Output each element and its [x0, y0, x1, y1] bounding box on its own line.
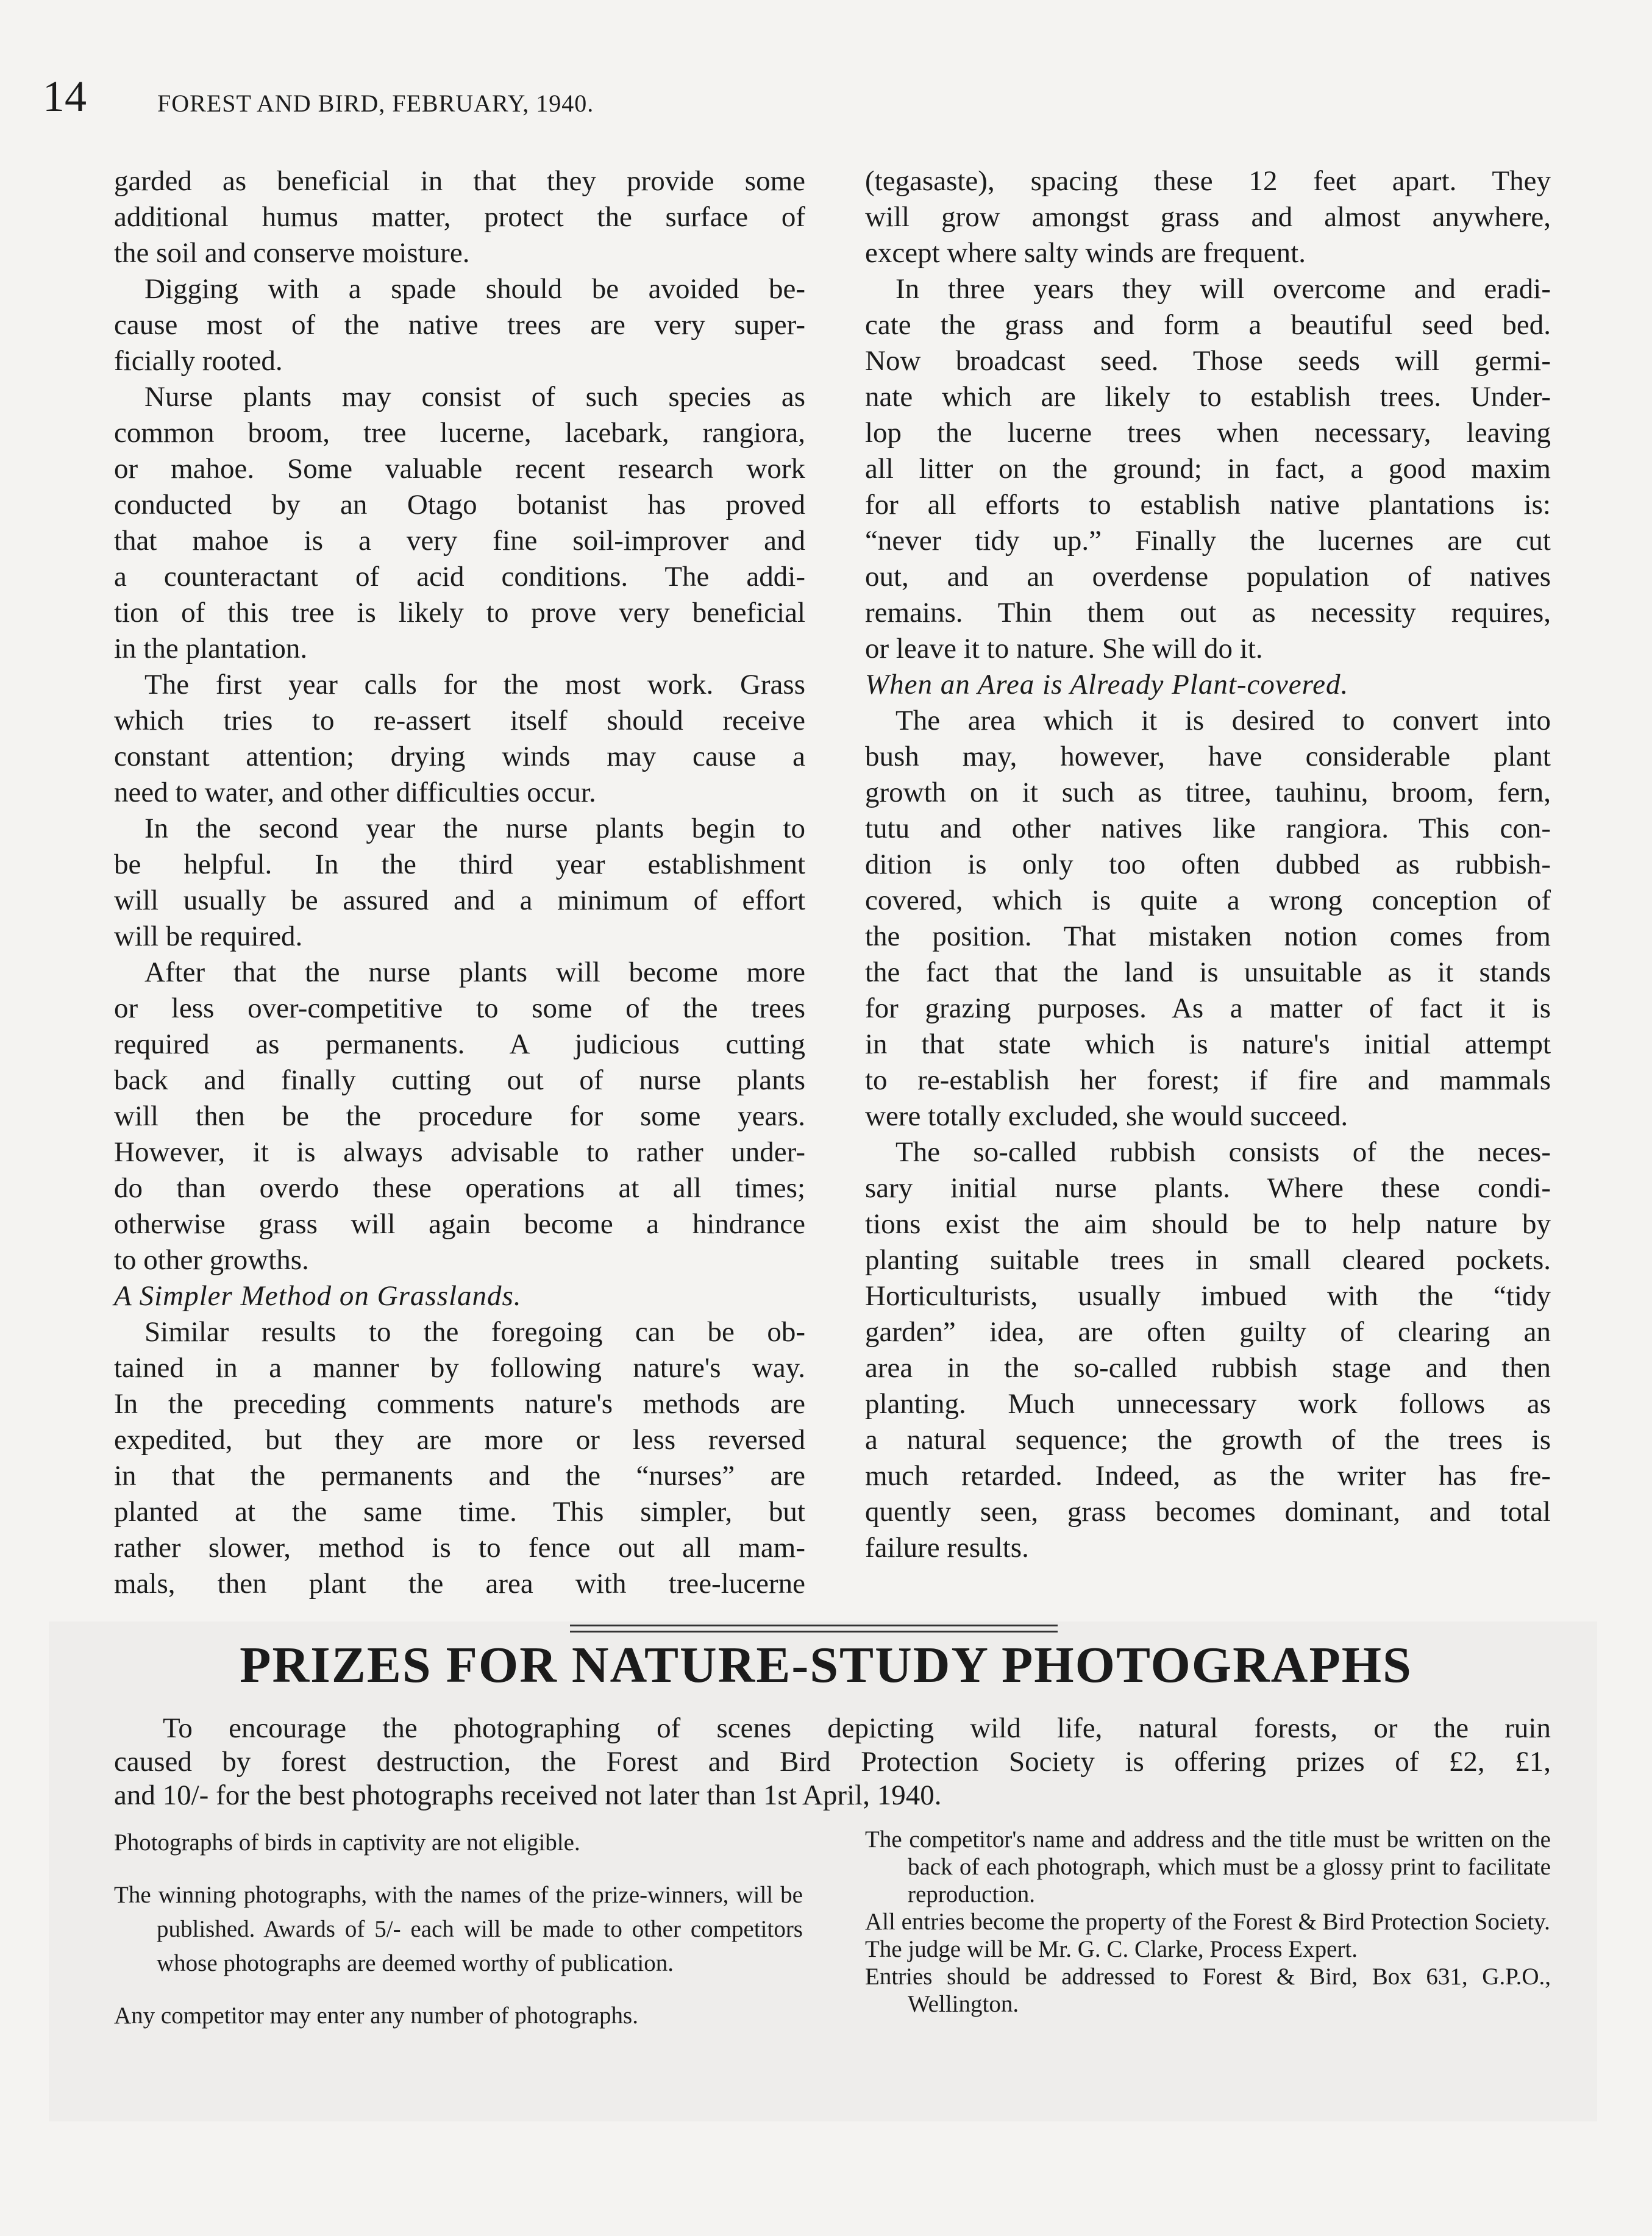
- paragraph-line: (tegasaste), spacing these 12 feet apart. They: [865, 165, 1551, 197]
- paragraph-line: for all efforts to establish native plantations is:: [865, 489, 1551, 521]
- paragraph-line: tions exist the aim should be to help nature by: [865, 1208, 1551, 1240]
- rule-item: The competitor's name and address and the title must be written on the back of each photograph, which must be a glossy print to facilitate reproduction.: [865, 1826, 1551, 1907]
- paragraph-line: area in the so-called rubbish stage and then: [865, 1352, 1551, 1384]
- paragraph-line: However, it is always advisable to rather under-: [114, 1136, 805, 1168]
- paragraph-line: quently seen, grass becomes dominant, and total: [865, 1496, 1551, 1528]
- rule-item: The winning photographs, with the names of the prize-winners, will be published. Awards of 5/- each will be made to other competitors whose photographs are deemed worthy of publication.: [114, 1882, 803, 1976]
- paragraph-line: planting. Much unnecessary work follows as: [865, 1388, 1551, 1420]
- paragraph-line: for grazing purposes. As a matter of fact it is: [865, 992, 1551, 1024]
- paragraph-line: be helpful. In the third year establishment: [114, 849, 805, 880]
- intro-line: caused by forest destruction, the Forest and Bird Protection Society is offering prizes of £2, £1,: [114, 1746, 1551, 1778]
- section-heading: When an Area is Already Plant-covered.: [865, 669, 1349, 700]
- divider-rule: [570, 1625, 1058, 1626]
- paragraph-line: in that state which is nature's initial attempt: [865, 1028, 1551, 1060]
- paragraph-line: Digging with a spade should be avoided be-: [144, 273, 805, 305]
- rule-item: All entries become the property of the Forest & Bird Protection Society.: [865, 1909, 1550, 1935]
- paragraph-line: conducted by an Otago botanist has proved: [114, 489, 805, 521]
- paragraph-line: garden” idea, are often guilty of clearing an: [865, 1316, 1551, 1348]
- paragraph-line: except where salty winds are frequent.: [865, 237, 1306, 269]
- paragraph-line: out, and an overdense population of natives: [865, 561, 1551, 593]
- paragraph-line: The so-called rubbish consists of the neces-: [895, 1136, 1551, 1168]
- paragraph-line: will be required.: [114, 920, 303, 952]
- paragraph-line: After that the nurse plants will become more: [144, 956, 805, 988]
- rule-item: The judge will be Mr. G. C. Clarke, Process Expert.: [865, 1936, 1358, 1962]
- paragraph-line: remains. Thin them out as necessity requires,: [865, 597, 1551, 628]
- page-number: 14: [43, 72, 87, 121]
- paragraph-line: garded as beneficial in that they provide some: [114, 165, 805, 197]
- paragraph-line: bush may, however, have considerable plant: [865, 741, 1551, 772]
- paragraph-line: mals, then plant the area with tree-lucerne: [114, 1568, 805, 1600]
- paragraph-line: The area which it is desired to convert into: [895, 705, 1551, 736]
- paragraph-line: planted at the same time. This simpler, but: [114, 1496, 805, 1528]
- rules-right: [865, 1826, 1551, 2018]
- article-right-column: [865, 163, 1551, 1566]
- paragraph-line: covered, which is quite a wrong conception of: [865, 885, 1551, 916]
- rule-item: Entries should be addressed to Forest & Bird, Box 631, G.P.O., Wellington.: [865, 1964, 1551, 2017]
- paragraph-line: dition is only too often dubbed as rubbish-: [865, 849, 1551, 880]
- intro-line: and 10/- for the best photographs received not later than 1st April, 1940.: [114, 1779, 942, 1811]
- rule-item: Photographs of birds in captivity are not eligible.: [114, 1829, 580, 1856]
- paragraph-line: In the second year the nurse plants begin to: [144, 813, 805, 844]
- paragraph-line: lop the lucerne trees when necessary, leaving: [865, 417, 1551, 449]
- paragraph-line: a counteractant of acid conditions. The addi-: [114, 561, 805, 593]
- paragraph-line: In the preceding comments nature's methods are: [114, 1388, 805, 1420]
- paragraph-line: Horticulturists, usually imbued with the “tidy: [865, 1280, 1551, 1312]
- paragraph-line: ficially rooted.: [114, 345, 283, 377]
- paragraph-line: In three years they will overcome and eradi-: [895, 273, 1551, 305]
- paragraph-line: the position. That mistaken notion comes from: [865, 920, 1551, 952]
- section-heading: A Simpler Method on Grasslands.: [114, 1280, 522, 1312]
- paragraph-line: that mahoe is a very fine soil-improver and: [114, 525, 805, 557]
- paragraph-line: the soil and conserve moisture.: [114, 237, 470, 269]
- paragraph-line: need to water, and other difficulties occur.: [114, 777, 596, 808]
- article-left-column: [114, 163, 805, 1602]
- paragraph-line: required as permanents. A judicious cutting: [114, 1028, 805, 1060]
- paragraph-line: in the plantation.: [114, 633, 308, 664]
- paragraph-line: will grow amongst grass and almost anywhere,: [865, 201, 1551, 233]
- paragraph-line: were totally excluded, she would succeed.: [865, 1100, 1348, 1132]
- paragraph-line: otherwise grass will again become a hindrance: [114, 1208, 805, 1240]
- paragraph-line: tion of this tree is likely to prove very beneficial: [114, 597, 805, 628]
- paragraph-line: much retarded. Indeed, as the writer has fre-: [865, 1460, 1551, 1492]
- paragraph-line: in that the permanents and the “nurses” are: [114, 1460, 805, 1492]
- paragraph-line: common broom, tree lucerne, lacebark, rangiora,: [114, 417, 805, 449]
- paragraph-line: expedited, but they are more or less reversed: [114, 1424, 805, 1456]
- paragraph-line: planting suitable trees in small cleared pockets.: [865, 1244, 1551, 1276]
- paragraph-line: will then be the procedure for some years.: [114, 1100, 805, 1132]
- rules-left: [114, 1826, 803, 2051]
- paragraph-line: sary initial nurse plants. Where these condi-: [865, 1172, 1551, 1204]
- paragraph-line: all litter on the ground; in fact, a good maxim: [865, 453, 1551, 485]
- paragraph-line: cate the grass and form a beautiful seed bed.: [865, 309, 1551, 341]
- paragraph-line: rather slower, method is to fence out all mam-: [114, 1532, 805, 1564]
- paragraph-line: The first year calls for the most work. Grass: [144, 669, 805, 700]
- rule-item: Any competitor may enter any number of photographs.: [114, 2003, 638, 2029]
- paragraph-line: cause most of the native trees are very super-: [114, 309, 805, 341]
- intro-line: To encourage the photographing of scenes depicting wild life, natural forests, or the ruin: [163, 1712, 1551, 1744]
- paragraph-line: nate which are likely to establish trees. Under-: [865, 381, 1551, 413]
- paragraph-line: do than overdo these operations at all times;: [114, 1172, 805, 1204]
- paragraph-line: to re-establish her forest; if fire and mammals: [865, 1064, 1551, 1096]
- paragraph-line: constant attention; drying winds may cause a: [114, 741, 805, 772]
- paragraph-line: to other growths.: [114, 1244, 309, 1276]
- paragraph-line: or less over-competitive to some of the trees: [114, 992, 805, 1024]
- paragraph-line: additional humus matter, protect the surface of: [114, 201, 805, 233]
- paragraph-line: growth on it such as titree, tauhinu, broom, fern,: [865, 777, 1551, 808]
- paragraph-line: or mahoe. Some valuable recent research work: [114, 453, 805, 485]
- paragraph-line: tutu and other natives like rangiora. This con-: [865, 813, 1551, 844]
- divider-rule: [570, 1631, 1058, 1632]
- paragraph-line: will usually be assured and a minimum of effort: [114, 885, 805, 916]
- paragraph-line: tained in a manner by following nature's way.: [114, 1352, 805, 1384]
- paragraph-line: Now broadcast seed. Those seeds will germi-: [865, 345, 1551, 377]
- paragraph-line: or leave it to nature. She will do it.: [865, 633, 1263, 664]
- prize-intro: [114, 1712, 1551, 1812]
- paragraph-line: “never tidy up.” Finally the lucernes are cut: [865, 525, 1551, 557]
- paragraph-line: which tries to re-assert itself should receive: [114, 705, 805, 736]
- prize-heading: PRIZES FOR NATURE-STUDY PHOTOGRAPHS: [240, 1637, 1412, 1693]
- paragraph-line: Nurse plants may consist of such species as: [144, 381, 805, 413]
- paragraph-line: back and finally cutting out of nurse plants: [114, 1064, 805, 1096]
- paragraph-line: the fact that the land is unsuitable as it stands: [865, 956, 1551, 988]
- paragraph-line: failure results.: [865, 1532, 1029, 1564]
- paragraph-line: Similar results to the foregoing can be ob-: [144, 1316, 805, 1348]
- paragraph-line: a natural sequence; the growth of the trees is: [865, 1424, 1551, 1456]
- running-title: FOREST AND BIRD, FEBRUARY, 1940.: [157, 90, 594, 117]
